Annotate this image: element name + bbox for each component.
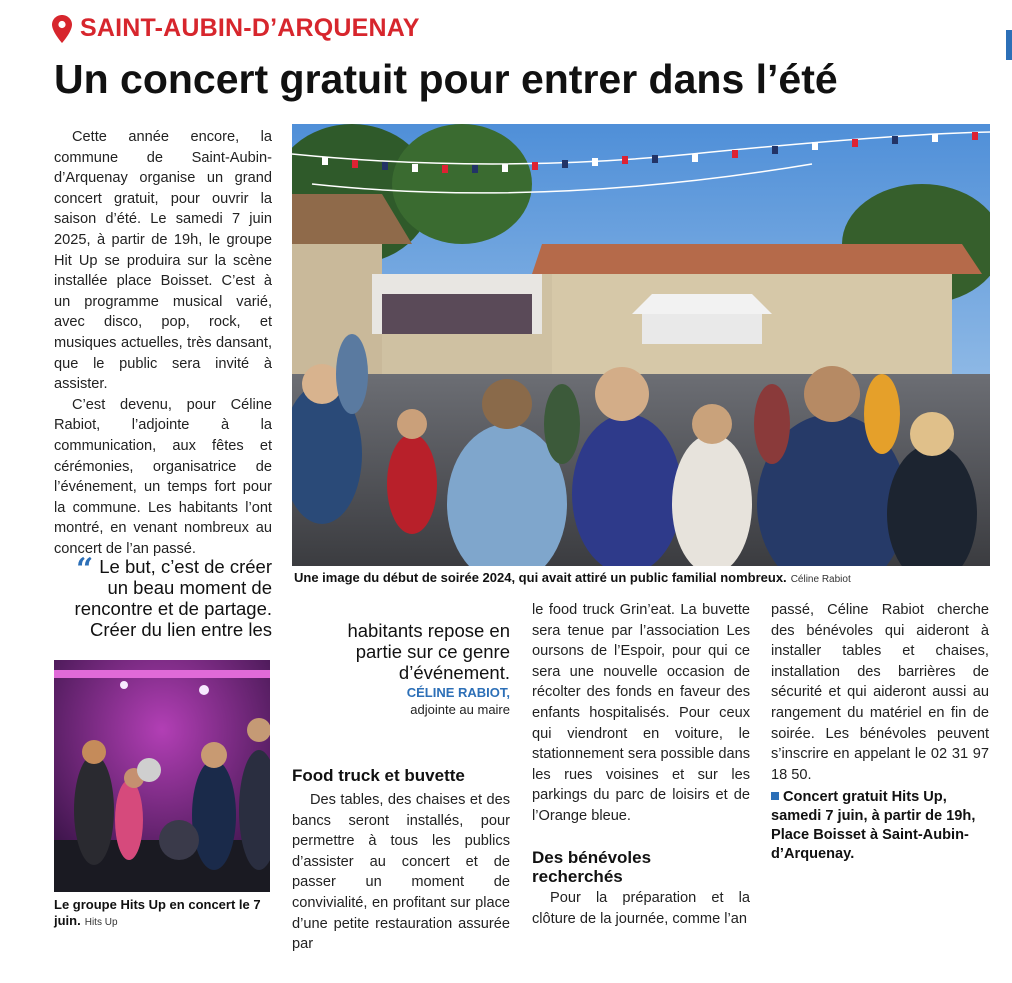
section-kicker — [52, 14, 420, 43]
body-column-3-end — [532, 888, 750, 929]
paragraph: Des tables, des chaises et des bancs seront installés, pour permettre à tous les publics d’assister au concert et de passer un moment de convivialité, en profitant sur place d’une petite restauration assurée par — [292, 792, 510, 953]
kicker-text: SAINT-AUBIN-D’ARQUENAY — [80, 14, 420, 42]
author-name: CÉLINE RABIOT, — [406, 685, 510, 700]
crowd-photo-illustration — [292, 124, 990, 566]
pull-quote-start — [54, 552, 272, 640]
caption-text: Le groupe Hits Up en concert le 7 juin. — [54, 897, 261, 928]
body-column-4 — [771, 600, 989, 785]
pull-quote-author — [320, 684, 510, 718]
subheading-food-truck: Food truck et buvette — [292, 766, 465, 785]
body-column-2 — [292, 790, 510, 955]
page-edge-marker — [1006, 30, 1012, 60]
band-photo-illustration — [54, 660, 270, 892]
paragraph: Pour la préparation et la clôture de la journée, comme l’an — [532, 890, 750, 927]
pull-quote-text: Le but, c’est de créer un beau moment de rencontre et de partage. Créer du lien entre les — [74, 556, 272, 640]
subheading-volunteers: Des bénévoles recherchés — [532, 848, 652, 886]
quote-mark-icon: “ — [75, 552, 94, 587]
headline: Un concert gratuit pour entrer dans l’été — [54, 56, 838, 102]
practical-info-box — [771, 788, 989, 864]
photo-credit: Céline Rabiot — [790, 574, 851, 585]
practical-info-text: Concert gratuit Hits Up, samedi 7 juin, à partir de 19h, Place Boisset à Saint-Aubin-d’Arquenay. — [771, 789, 976, 862]
paragraph: Cette année encore, la commune de Saint-Aubin-d’Arquenay organise un grand concert gratuit, pour ouvrir la saison d’été. Le samedi 7 juin 2025, à partir de 19h, le groupe Hit Up se produira sur la scène installée place Boisset. C’est à un programme musical varié, avec disco, pop, rock, et musiques actuelles, très dansant, que le public sera invité à assister. — [54, 129, 272, 393]
band-photo-caption — [54, 897, 270, 931]
pull-quote-end: habitants repose en partie sur ce genre d’événement. — [347, 620, 510, 683]
band-photo — [54, 660, 270, 892]
main-photo-caption — [294, 570, 990, 588]
paragraph: le food truck Grin’eat. La buvette sera tenue par l’association Les oursons de l’Espoir, pour qui ce sera une nouvelle occasion de récolter des fonds en faveur des enfants hospitalisés. Pour ceux qui viendront en voiture, le stationnement sera possible dans les rues voisines et sur les parkings du parc de loisirs et de l’Orange bleue. — [532, 602, 750, 824]
square-bullet-icon — [771, 792, 779, 800]
author-role: adjointe au maire — [410, 702, 510, 717]
map-pin-icon — [52, 15, 72, 43]
caption-text: Une image du début de soirée 2024, qui avait attiré un public familial nombreux. — [294, 570, 787, 585]
body-column-1 — [54, 127, 272, 559]
photo-credit: Hits Up — [84, 917, 118, 928]
main-photo — [292, 124, 990, 566]
paragraph: C’est devenu, pour Céline Rabiot, l’adjointe à la communication, aux fêtes et cérémonies, organisatrice de l’événement, un temps fort pour la commune. Les habitants l’ont montré, en venant nombreux au concert de l’an passé. — [54, 396, 272, 557]
body-column-3 — [532, 600, 750, 827]
paragraph: passé, Céline Rabiot cherche des bénévoles qui aideront à installer tables et chaises, installation des barrières de sécurité et qui aideront aussi au rangement du matériel en fin de soirée. Les bénévoles peuvent s’inscrire en appelant le 02 31 97 18 50. — [771, 602, 989, 783]
